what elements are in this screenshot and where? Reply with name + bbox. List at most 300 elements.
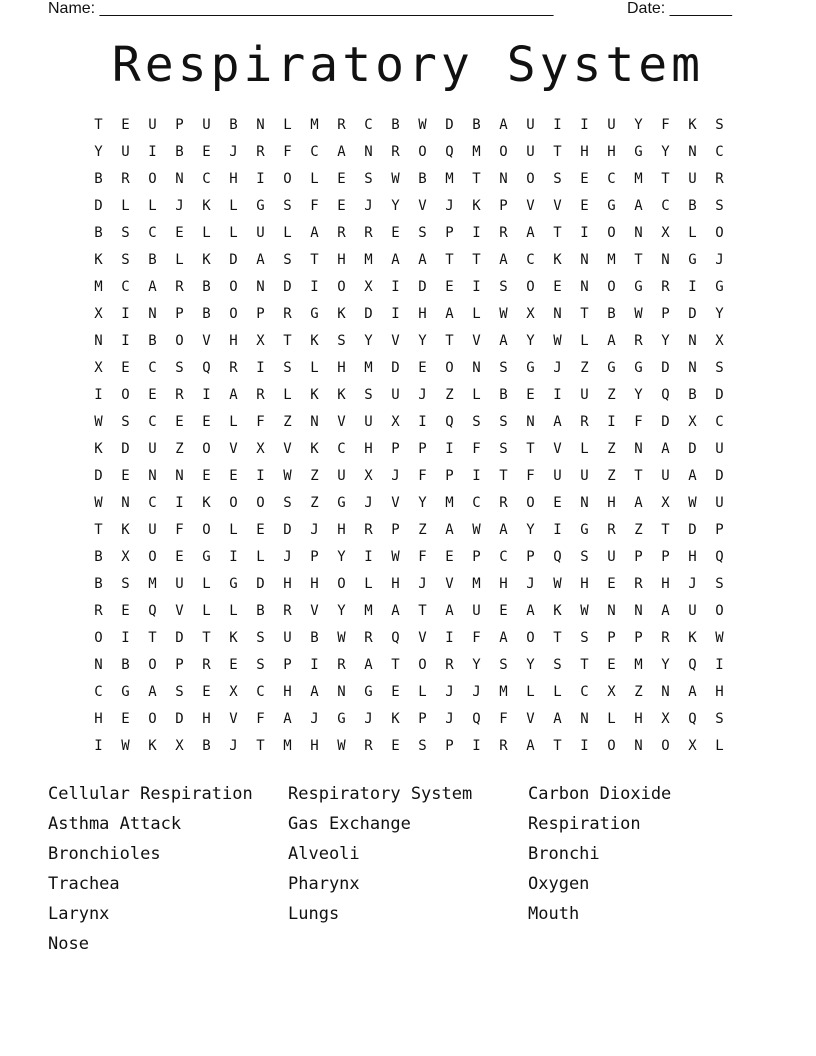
- grid-letter: T: [283, 333, 292, 349]
- grid-row: [85, 517, 735, 544]
- grid-letter: A: [445, 522, 454, 538]
- grid-letter: V: [526, 198, 535, 214]
- grid-letter: L: [715, 738, 724, 754]
- grid-letter: D: [445, 117, 454, 133]
- grid-letter: T: [580, 657, 589, 673]
- grid-letter: S: [121, 414, 130, 430]
- grid-letter: I: [256, 360, 265, 376]
- grid-letter: J: [310, 711, 319, 727]
- grid-letter: Y: [94, 144, 103, 160]
- grid-letter: J: [688, 576, 697, 592]
- grid-letter: S: [580, 630, 589, 646]
- grid-letter: R: [364, 630, 373, 646]
- grid-letter: I: [553, 387, 562, 403]
- grid-letter: H: [310, 738, 319, 754]
- grid-letter: R: [391, 144, 400, 160]
- grid-letter: Q: [688, 657, 697, 673]
- grid-letter: R: [715, 171, 724, 187]
- grid-letter: H: [337, 522, 346, 538]
- grid-letter: K: [121, 522, 130, 538]
- grid-letter: K: [148, 738, 157, 754]
- grid-letter: S: [256, 630, 265, 646]
- word-column: [528, 779, 768, 959]
- grid-row: [85, 625, 735, 652]
- grid-letter: R: [364, 738, 373, 754]
- grid-letter: N: [175, 171, 184, 187]
- grid-letter: R: [364, 522, 373, 538]
- grid-letter: A: [418, 252, 427, 268]
- grid-letter: V: [175, 603, 184, 619]
- grid-letter: G: [607, 198, 616, 214]
- grid-letter: E: [553, 495, 562, 511]
- grid-letter: Q: [445, 144, 454, 160]
- grid-letter: E: [175, 225, 184, 241]
- grid-letter: W: [391, 549, 400, 565]
- grid-letter: S: [715, 360, 724, 376]
- grid-letter: J: [418, 576, 427, 592]
- grid-letter: O: [499, 144, 508, 160]
- grid-letter: M: [472, 144, 481, 160]
- grid-letter: X: [256, 333, 265, 349]
- grid-letter: S: [499, 657, 508, 673]
- grid-letter: N: [94, 657, 103, 673]
- grid-letter: I: [445, 630, 454, 646]
- grid-letter: C: [148, 414, 157, 430]
- grid-letter: W: [391, 171, 400, 187]
- grid-letter: H: [661, 576, 670, 592]
- grid-letter: V: [391, 333, 400, 349]
- grid-letter: D: [715, 387, 724, 403]
- grid-letter: N: [148, 306, 157, 322]
- grid-letter: H: [607, 144, 616, 160]
- grid-letter: I: [310, 279, 319, 295]
- grid-letter: W: [121, 738, 130, 754]
- grid-letter: Z: [634, 522, 643, 538]
- grid-letter: F: [418, 549, 427, 565]
- grid-letter: G: [364, 684, 373, 700]
- grid-letter: T: [256, 738, 265, 754]
- grid-letter: A: [526, 225, 535, 241]
- grid-row: [85, 544, 735, 571]
- grid-letter: X: [256, 441, 265, 457]
- grid-letter: E: [229, 468, 238, 484]
- grid-letter: I: [256, 171, 265, 187]
- grid-letter: K: [337, 306, 346, 322]
- grid-letter: B: [94, 225, 103, 241]
- grid-letter: S: [715, 576, 724, 592]
- grid-letter: U: [661, 468, 670, 484]
- grid-letter: T: [472, 171, 481, 187]
- grid-letter: Y: [364, 333, 373, 349]
- grid-letter: G: [121, 684, 130, 700]
- grid-letter: J: [229, 144, 238, 160]
- grid-row: [85, 274, 735, 301]
- grid-letter: W: [94, 495, 103, 511]
- grid-letter: N: [472, 360, 481, 376]
- grid-letter: I: [472, 738, 481, 754]
- grid-letter: U: [148, 441, 157, 457]
- grid-letter: L: [229, 414, 238, 430]
- grid-letter: G: [310, 306, 319, 322]
- grid-letter: O: [526, 630, 535, 646]
- grid-letter: U: [526, 144, 535, 160]
- grid-letter: T: [553, 225, 562, 241]
- grid-letter: C: [661, 198, 670, 214]
- grid-letter: P: [283, 657, 292, 673]
- grid-letter: A: [634, 198, 643, 214]
- grid-letter: S: [283, 495, 292, 511]
- grid-row: [85, 571, 735, 598]
- grid-letter: U: [580, 387, 589, 403]
- grid-letter: B: [121, 657, 130, 673]
- grid-letter: P: [607, 630, 616, 646]
- grid-letter: E: [202, 414, 211, 430]
- grid-letter: N: [364, 144, 373, 160]
- grid-letter: J: [445, 198, 454, 214]
- worksheet-header: [48, 0, 748, 20]
- grid-letter: T: [634, 252, 643, 268]
- grid-letter: U: [526, 117, 535, 133]
- grid-letter: O: [607, 738, 616, 754]
- grid-letter: Y: [418, 495, 427, 511]
- grid-letter: R: [661, 630, 670, 646]
- grid-letter: Y: [634, 387, 643, 403]
- grid-letter: L: [688, 225, 697, 241]
- grid-letter: B: [202, 279, 211, 295]
- grid-letter: U: [391, 387, 400, 403]
- grid-letter: C: [580, 684, 589, 700]
- grid-letter: O: [337, 279, 346, 295]
- grid-letter: T: [499, 468, 508, 484]
- grid-letter: J: [283, 549, 292, 565]
- grid-letter: A: [229, 387, 238, 403]
- grid-letter: D: [94, 198, 103, 214]
- grid-letter: R: [283, 603, 292, 619]
- grid-letter: I: [472, 225, 481, 241]
- grid-letter: E: [121, 603, 130, 619]
- grid-letter: A: [553, 414, 562, 430]
- grid-letter: N: [661, 684, 670, 700]
- grid-letter: K: [229, 630, 238, 646]
- grid-letter: F: [472, 441, 481, 457]
- grid-letter: J: [418, 387, 427, 403]
- grid-letter: A: [148, 684, 157, 700]
- grid-letter: T: [580, 306, 589, 322]
- grid-letter: M: [499, 684, 508, 700]
- grid-letter: A: [364, 657, 373, 673]
- grid-letter: I: [472, 468, 481, 484]
- grid-row: [85, 166, 735, 193]
- grid-letter: I: [148, 144, 157, 160]
- grid-letter: D: [688, 522, 697, 538]
- grid-letter: O: [229, 495, 238, 511]
- grid-letter: T: [94, 522, 103, 538]
- grid-letter: M: [445, 171, 454, 187]
- grid-letter: Q: [661, 387, 670, 403]
- grid-letter: Z: [175, 441, 184, 457]
- grid-letter: A: [499, 630, 508, 646]
- grid-letter: E: [553, 279, 562, 295]
- grid-letter: L: [580, 441, 589, 457]
- grid-letter: I: [580, 738, 589, 754]
- grid-letter: R: [175, 279, 184, 295]
- grid-letter: L: [229, 603, 238, 619]
- grid-letter: I: [580, 117, 589, 133]
- grid-letter: E: [202, 684, 211, 700]
- grid-letter: L: [310, 171, 319, 187]
- grid-letter: X: [715, 333, 724, 349]
- word-list-item: Respiratory System: [288, 784, 473, 804]
- grid-letter: D: [661, 360, 670, 376]
- grid-letter: Y: [661, 333, 670, 349]
- grid-letter: T: [445, 252, 454, 268]
- grid-letter: L: [229, 522, 238, 538]
- grid-letter: I: [256, 468, 265, 484]
- grid-letter: L: [202, 576, 211, 592]
- grid-letter: T: [661, 171, 670, 187]
- name-field-label: Name: ___________________________________________________: [48, 0, 554, 17]
- grid-letter: E: [337, 198, 346, 214]
- grid-letter: O: [202, 522, 211, 538]
- grid-letter: A: [445, 603, 454, 619]
- grid-letter: W: [499, 306, 508, 322]
- grid-letter: D: [94, 468, 103, 484]
- grid-letter: E: [175, 549, 184, 565]
- grid-letter: A: [688, 684, 697, 700]
- grid-letter: B: [688, 198, 697, 214]
- grid-letter: H: [391, 576, 400, 592]
- grid-letter: I: [391, 306, 400, 322]
- grid-letter: R: [499, 225, 508, 241]
- grid-letter: Q: [553, 549, 562, 565]
- grid-letter: N: [256, 279, 265, 295]
- grid-letter: N: [553, 306, 562, 322]
- grid-letter: N: [688, 144, 697, 160]
- grid-letter: S: [364, 171, 373, 187]
- grid-letter: R: [94, 603, 103, 619]
- grid-letter: Z: [310, 468, 319, 484]
- grid-letter: C: [310, 144, 319, 160]
- grid-letter: T: [148, 630, 157, 646]
- word-list-item: Oxygen: [528, 874, 590, 894]
- grid-letter: J: [553, 360, 562, 376]
- grid-letter: P: [310, 549, 319, 565]
- puzzle-title: Respiratory System: [111, 37, 705, 93]
- grid-letter: N: [607, 603, 616, 619]
- grid-letter: E: [580, 171, 589, 187]
- grid-letter: G: [256, 198, 265, 214]
- grid-row: [85, 112, 735, 139]
- grid-letter: W: [283, 468, 292, 484]
- grid-letter: S: [499, 414, 508, 430]
- grid-letter: O: [148, 657, 157, 673]
- grid-letter: T: [418, 603, 427, 619]
- grid-letter: K: [202, 495, 211, 511]
- grid-letter: G: [634, 360, 643, 376]
- grid-letter: A: [499, 522, 508, 538]
- grid-letter: R: [445, 657, 454, 673]
- grid-letter: L: [283, 117, 292, 133]
- grid-letter: U: [337, 468, 346, 484]
- grid-letter: L: [472, 306, 481, 322]
- grid-letter: I: [715, 657, 724, 673]
- grid-letter: E: [337, 171, 346, 187]
- grid-letter: E: [499, 603, 508, 619]
- grid-letter: K: [310, 333, 319, 349]
- grid-letter: U: [607, 549, 616, 565]
- grid-letter: Y: [337, 549, 346, 565]
- grid-letter: Z: [283, 414, 292, 430]
- grid-letter: B: [229, 117, 238, 133]
- grid-letter: D: [283, 279, 292, 295]
- grid-letter: L: [283, 225, 292, 241]
- grid-letter: N: [688, 333, 697, 349]
- grid-letter: S: [499, 360, 508, 376]
- grid-letter: H: [715, 684, 724, 700]
- grid-letter: J: [364, 711, 373, 727]
- grid-letter: F: [418, 468, 427, 484]
- grid-letter: M: [634, 657, 643, 673]
- grid-letter: K: [688, 630, 697, 646]
- word-list-item: Nose: [48, 934, 89, 954]
- grid-letter: Y: [418, 333, 427, 349]
- grid-letter: E: [526, 387, 535, 403]
- grid-letter: S: [121, 576, 130, 592]
- grid-letter: H: [202, 711, 211, 727]
- grid-letter: R: [283, 306, 292, 322]
- grid-letter: S: [175, 360, 184, 376]
- grid-letter: P: [661, 549, 670, 565]
- grid-letter: I: [391, 279, 400, 295]
- grid-letter: F: [310, 198, 319, 214]
- grid-letter: C: [94, 684, 103, 700]
- grid-letter: L: [607, 711, 616, 727]
- grid-letter: T: [661, 522, 670, 538]
- grid-letter: C: [715, 144, 724, 160]
- grid-letter: N: [121, 495, 130, 511]
- grid-letter: Z: [607, 441, 616, 457]
- grid-letter: I: [175, 495, 184, 511]
- grid-letter: A: [499, 333, 508, 349]
- grid-letter: F: [472, 630, 481, 646]
- grid-letter: O: [175, 333, 184, 349]
- grid-letter: R: [337, 117, 346, 133]
- grid-letter: S: [553, 171, 562, 187]
- grid-letter: R: [607, 522, 616, 538]
- grid-letter: G: [688, 252, 697, 268]
- grid-letter: O: [202, 441, 211, 457]
- grid-letter: Y: [391, 198, 400, 214]
- grid-letter: O: [148, 171, 157, 187]
- grid-letter: W: [472, 522, 481, 538]
- grid-letter: U: [715, 495, 724, 511]
- grid-row: [85, 463, 735, 490]
- grid-letter: R: [202, 657, 211, 673]
- grid-letter: W: [688, 495, 697, 511]
- grid-letter: T: [202, 630, 211, 646]
- grid-row: [85, 679, 735, 706]
- grid-letter: E: [202, 144, 211, 160]
- grid-letter: O: [337, 576, 346, 592]
- grid-letter: D: [688, 306, 697, 322]
- grid-letter: U: [580, 468, 589, 484]
- grid-letter: K: [337, 387, 346, 403]
- grid-letter: L: [364, 576, 373, 592]
- grid-letter: I: [121, 306, 130, 322]
- grid-letter: S: [499, 441, 508, 457]
- grid-letter: Z: [310, 495, 319, 511]
- grid-letter: U: [283, 630, 292, 646]
- grid-row: [85, 193, 735, 220]
- grid-letter: J: [715, 252, 724, 268]
- grid-letter: R: [337, 225, 346, 241]
- grid-letter: W: [715, 630, 724, 646]
- grid-letter: B: [607, 306, 616, 322]
- grid-letter: H: [634, 711, 643, 727]
- grid-letter: B: [688, 387, 697, 403]
- word-list-item: Lungs: [288, 904, 340, 924]
- grid-letter: I: [364, 549, 373, 565]
- grid-row: [85, 247, 735, 274]
- grid-letter: N: [337, 684, 346, 700]
- grid-letter: A: [283, 711, 292, 727]
- grid-letter: I: [94, 738, 103, 754]
- grid-letter: E: [580, 198, 589, 214]
- grid-letter: R: [580, 414, 589, 430]
- grid-letter: B: [202, 306, 211, 322]
- grid-letter: L: [472, 387, 481, 403]
- grid-letter: L: [553, 684, 562, 700]
- grid-letter: K: [202, 198, 211, 214]
- grid-letter: D: [391, 360, 400, 376]
- word-list-item: Gas Exchange: [288, 814, 411, 834]
- grid-letter: O: [607, 279, 616, 295]
- grid-letter: M: [148, 576, 157, 592]
- grid-letter: I: [607, 414, 616, 430]
- grid-letter: Y: [526, 333, 535, 349]
- grid-letter: P: [445, 225, 454, 241]
- grid-letter: D: [175, 630, 184, 646]
- grid-letter: H: [229, 171, 238, 187]
- word-list-item: Pharynx: [288, 874, 360, 894]
- grid-letter: B: [256, 603, 265, 619]
- grid-letter: C: [202, 171, 211, 187]
- grid-letter: C: [499, 549, 508, 565]
- grid-letter: T: [553, 630, 562, 646]
- grid-letter: U: [121, 144, 130, 160]
- grid-letter: B: [418, 171, 427, 187]
- grid-letter: S: [121, 252, 130, 268]
- grid-row: [85, 328, 735, 355]
- grid-letter: B: [148, 333, 157, 349]
- grid-letter: R: [634, 333, 643, 349]
- grid-letter: B: [94, 576, 103, 592]
- grid-letter: L: [418, 684, 427, 700]
- grid-letter: N: [688, 360, 697, 376]
- grid-letter: O: [715, 225, 724, 241]
- grid-letter: O: [148, 711, 157, 727]
- grid-letter: P: [445, 738, 454, 754]
- grid-letter: J: [445, 684, 454, 700]
- grid-letter: H: [580, 576, 589, 592]
- grid-letter: U: [688, 171, 697, 187]
- grid-letter: L: [526, 684, 535, 700]
- grid-letter: D: [256, 576, 265, 592]
- grid-letter: B: [310, 630, 319, 646]
- grid-letter: N: [148, 468, 157, 484]
- grid-letter: D: [364, 306, 373, 322]
- grid-letter: R: [499, 738, 508, 754]
